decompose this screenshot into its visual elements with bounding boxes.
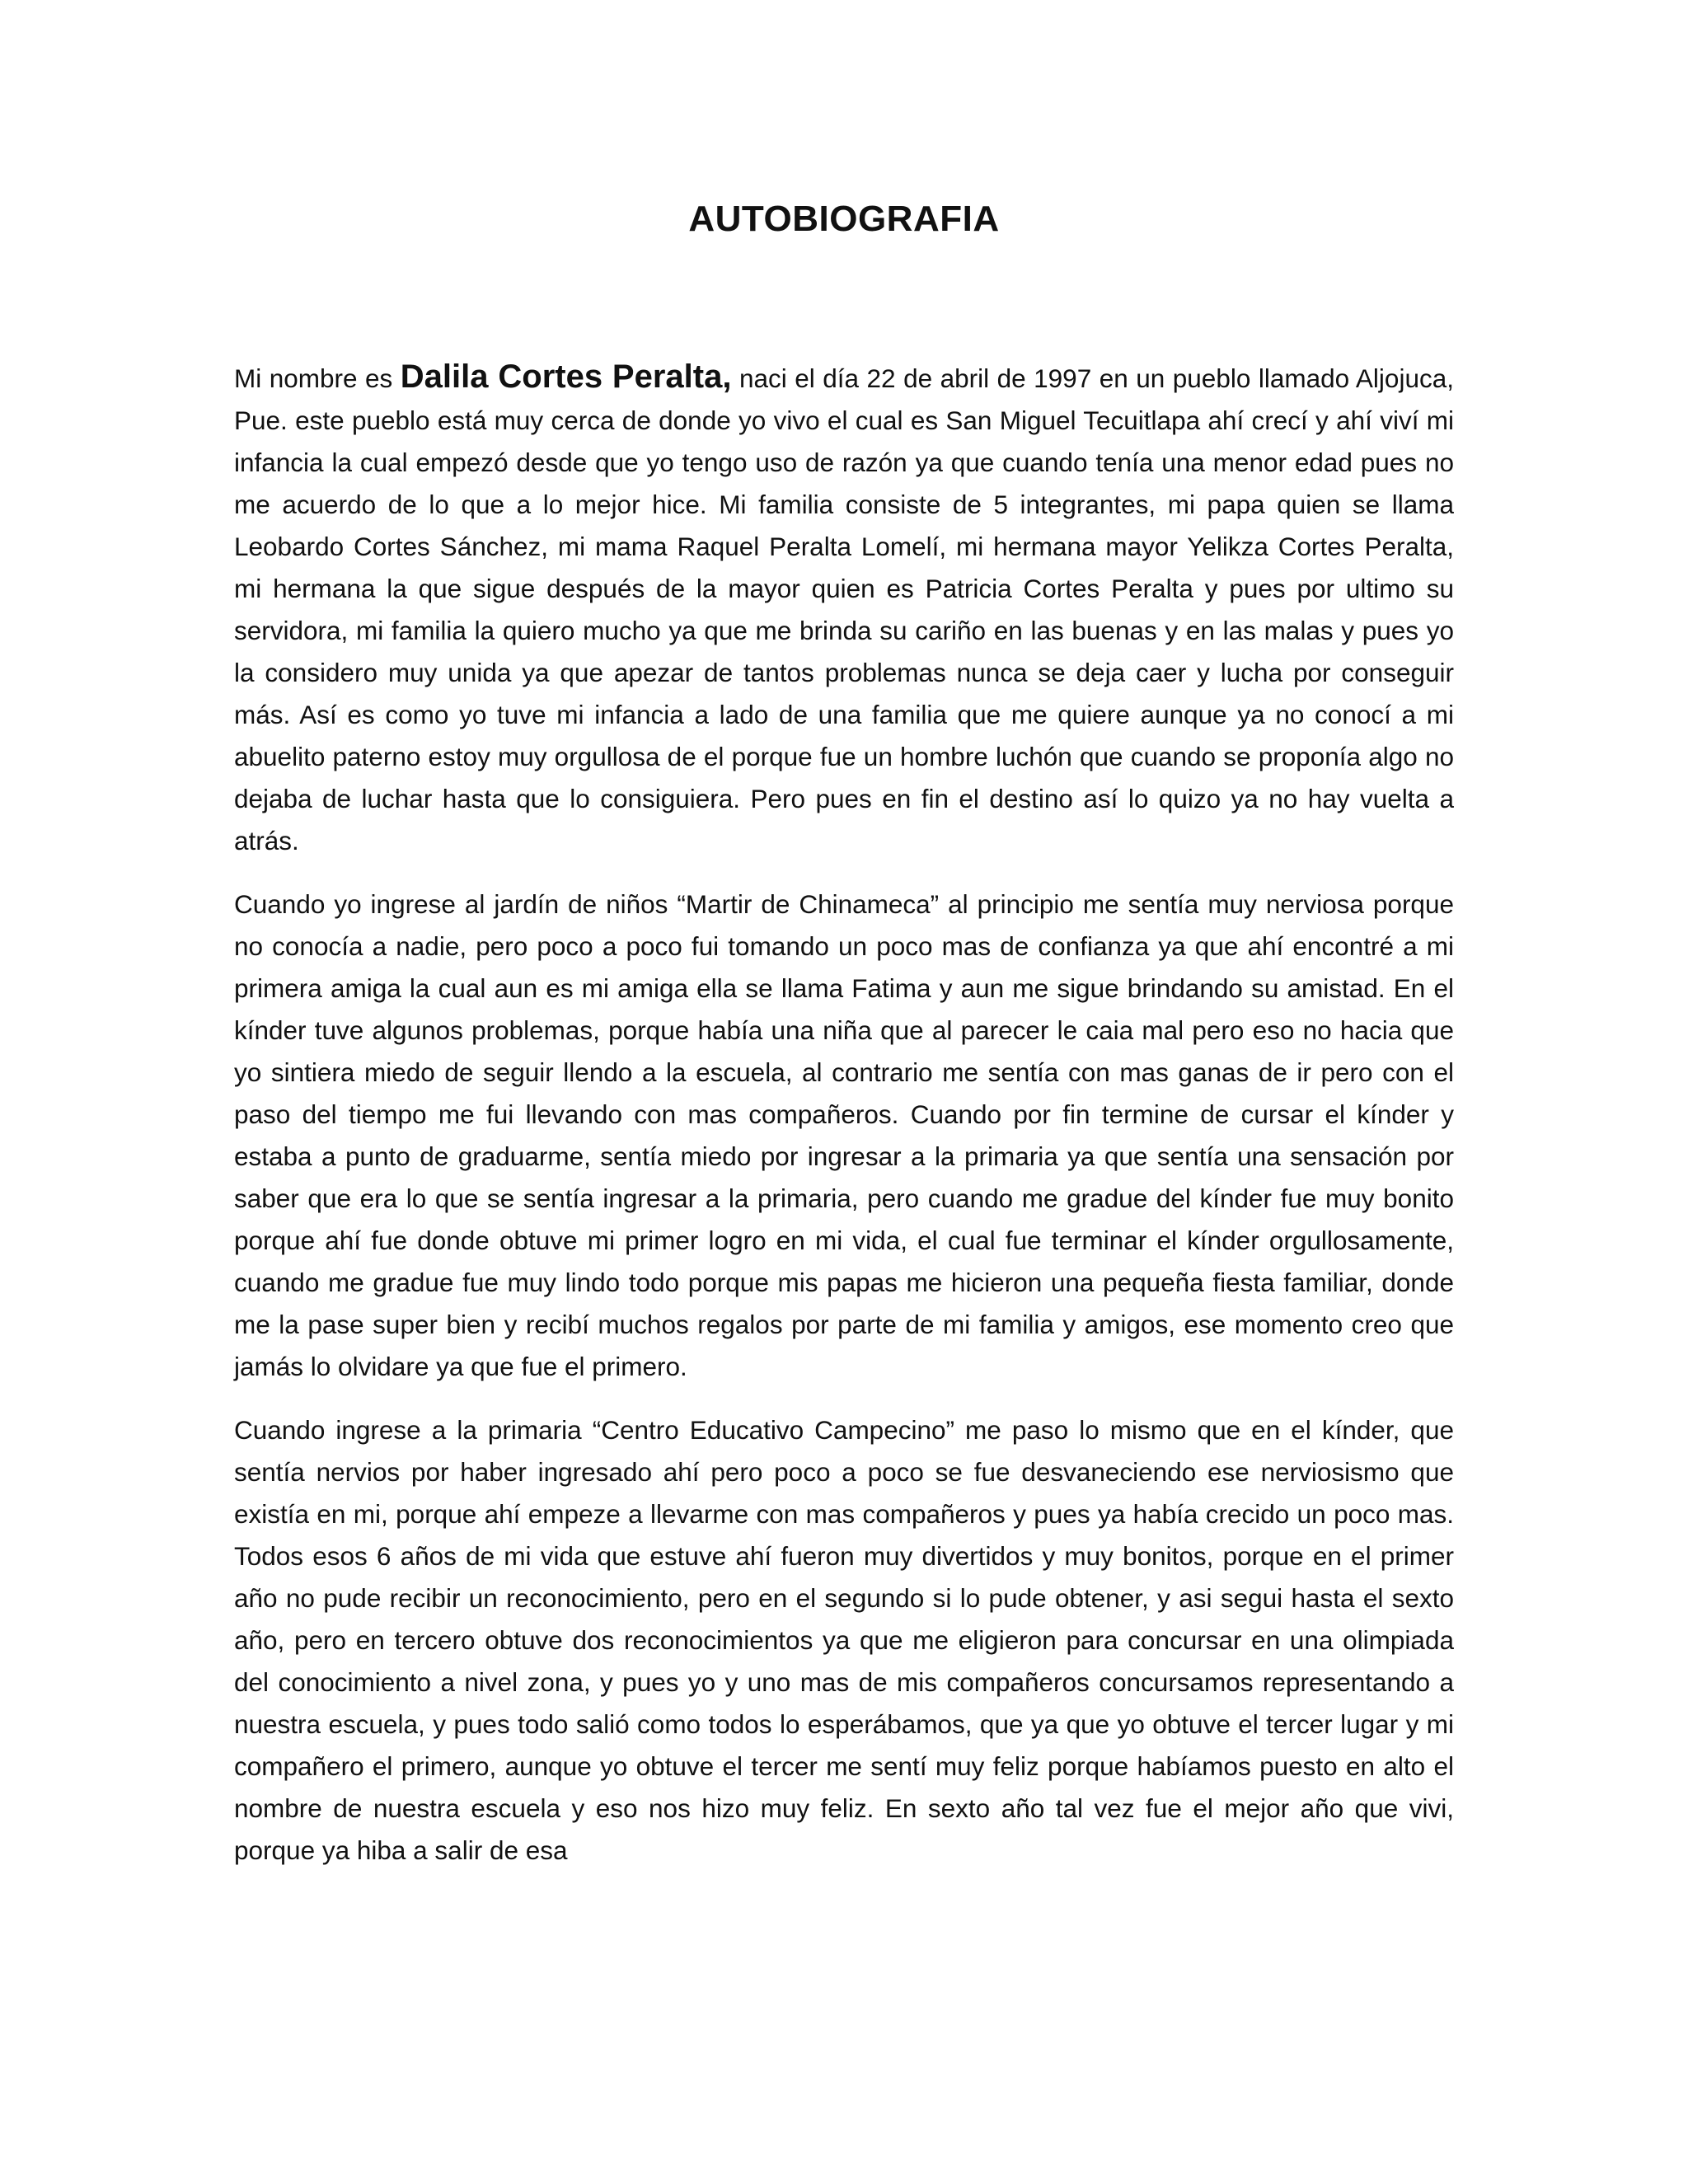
paragraph-intro-rest: naci el día 22 de abril de 1997 en un pueblo llamado Aljojuca, Pue. este pueblo está muy cerca de donde yo vivo el cual es San Miguel Tecuitlapa ahí crecí y ahí viví mi infancia la cual empezó desde que yo tengo uso de razón ya que cuando tenía una menor edad pues no me acuerdo de lo que a lo mejor hice. Mi familia consiste de 5 integrantes, mi papa quien se llama Leobardo Cortes Sánchez, mi mama Raquel Peralta Lomelí, mi hermana mayor Yelikza Cortes Peralta, mi hermana la que sigue después de la mayor quien es Patricia Cortes Peralta y pues por ultimo su servidora, mi familia la quiero mucho ya que me brinda su cariño en las buenas y en las malas y pues yo la considero muy unida ya que apezar de tantos problemas nunca se deja caer y lucha por conseguir más. Así es como yo tuve mi infancia a lado de una familia que me quiere aunque ya no conocí a mi abuelito paterno estoy muy orgullosa de el porque fue un hombre luchón que cuando se proponía algo no dejaba de luchar hasta que lo consiguiera. Pero pues en fin el destino así lo quizo ya no hay vuelta a atrás. bbox=[234, 363, 1454, 855]
paragraph-primary-school: Cuando ingrese a la primaria “Centro Educativo Campecino” me paso lo mismo que en el kínder, que sentía nervios por haber ingresado ahí pero poco a poco se fue desvaneciendo ese nerviosismo que existía en mi, porque ahí empeze a llevarme con mas compañeros y pues ya había crecido un poco mas. Todos esos 6 años de mi vida que estuve ahí fueron muy divertidos y muy bonitos, porque en el primer año no pude recibir un reconocimiento, pero en el segundo si lo pude obtener, y asi segui hasta el sexto año, pero en tercero obtuve dos reconocimientos ya que me eligieron para concursar en una olimpiada del conocimiento a nivel zona, y pues yo y uno mas de mis compañeros concursamos representando a nuestra escuela, y pues todo salió como todos lo esperábamos, que ya que yo obtuve el tercer lugar y mi compañero el primero, aunque yo obtuve el tercer me sentí muy feliz porque habíamos puesto en alto el nombre de nuestra escuela y eso nos hizo muy feliz. En sexto año tal vez fue el mejor año que vivi, porque ya hiba a salir de esa bbox=[234, 1415, 1454, 1865]
paragraph-kindergarten: Cuando yo ingrese al jardín de niños “Martir de Chinameca” al principio me sentía muy nerviosa porque no conocía a nadie, pero poco a poco fui tomando un poco mas de confianza ya que ahí encontré a mi primera amiga la cual aun es mi amiga ella se llama Fatima y aun me sigue brindando su amistad. En el kínder tuve algunos problemas, porque había una niña que al parecer le caia mal pero eso no hacia que yo sintiera miedo de seguir llendo a la escuela, al contrario me sentía con mas ganas de ir pero con el paso del tiempo me fui llevando con mas compañeros. Cuando por fin termine de cursar el kínder y estaba a punto de graduarme, sentía miedo por ingresar a la primaria ya que sentía una sensación por saber que era lo que se sentía ingresar a la primaria, pero cuando me gradue del kínder fue muy bonito porque ahí fue donde obtuve mi primer logro en mi vida, el cual fue terminar el kínder orgullosamente, cuando me gradue fue muy lindo todo porque mis papas me hicieron una pequeña fiesta familiar, donde me la pase super bien y recibí muchos regalos por parte de mi familia y amigos, ese momento creo que jamás lo olvidare ya que fue el primero. bbox=[234, 889, 1454, 1381]
paragraph-intro bbox=[234, 356, 1454, 862]
page-title: AUTOBIOGRAFIA bbox=[688, 199, 1000, 239]
document-body bbox=[234, 356, 1454, 1893]
author-name: Dalila Cortes Peralta, bbox=[400, 359, 732, 395]
paragraph-intro-lead: Mi nombre es bbox=[234, 363, 401, 393]
